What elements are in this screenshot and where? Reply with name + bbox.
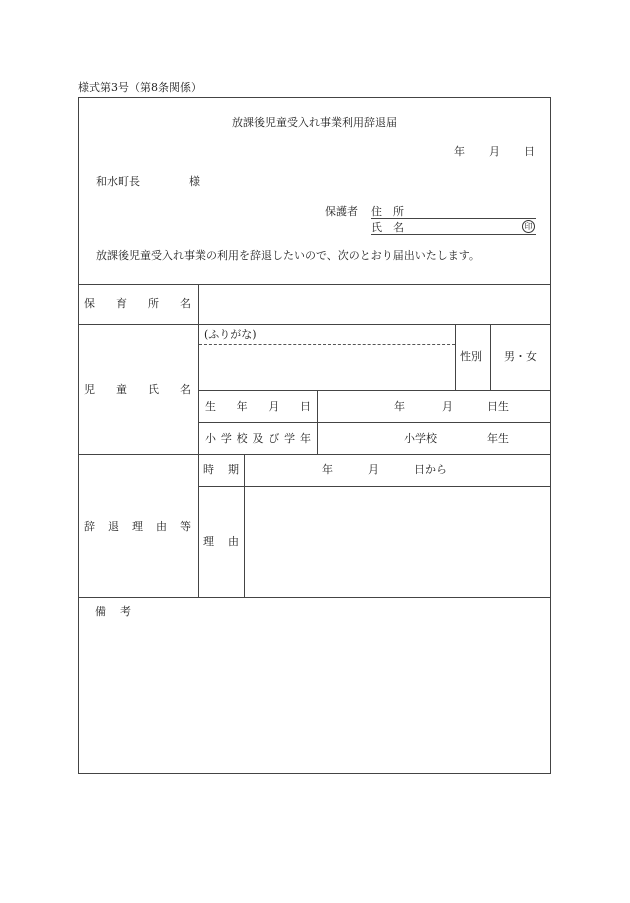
school-label-c4: 及 xyxy=(252,432,264,445)
withdrawal-label-c2: 退 xyxy=(108,520,119,533)
birth-day-unit[interactable]: 日生 xyxy=(487,400,509,413)
period-day-unit[interactable]: 日から xyxy=(414,463,447,476)
withdrawal-label-c3: 理 xyxy=(132,520,143,533)
remarks-field[interactable] xyxy=(80,625,549,771)
guardian-address-line[interactable] xyxy=(371,218,536,219)
nursery-label-c1: 保 xyxy=(84,297,95,310)
rule-birth-top xyxy=(199,390,551,391)
birth-month-unit[interactable]: 月 xyxy=(442,400,453,413)
birth-label-c2: 年 xyxy=(236,400,248,413)
rule-label-column xyxy=(198,284,199,597)
period-label xyxy=(203,464,239,475)
addressee-honorific: 様 xyxy=(189,175,200,188)
birth-label-c4: 日 xyxy=(299,400,311,413)
child-label-c3: 氏 xyxy=(148,383,159,396)
birth-label-c3: 月 xyxy=(268,400,280,413)
seal-mark: 印 xyxy=(522,220,535,233)
guardian-address-label: 住 所 xyxy=(371,205,404,218)
guardian-label: 保護者 xyxy=(325,205,358,218)
school-grade-label xyxy=(205,433,311,444)
birth-year-unit[interactable]: 年 xyxy=(394,400,405,413)
withdrawal-label-c5: 等 xyxy=(180,520,191,533)
period-label-c1: 時 xyxy=(203,463,214,476)
nursery-field[interactable] xyxy=(200,286,550,322)
school-label-c6: 学 xyxy=(284,432,296,445)
nursery-label-c4: 名 xyxy=(180,297,191,310)
nursery-label xyxy=(84,298,191,309)
rule-gender-left xyxy=(455,324,456,390)
nursery-label-c2: 育 xyxy=(116,297,127,310)
furigana-dashed-line xyxy=(199,344,455,345)
reason-label-c1: 理 xyxy=(203,535,214,548)
school-label-c5: び xyxy=(268,432,280,445)
gender-options[interactable]: 男・女 xyxy=(504,350,537,363)
child-name-field[interactable] xyxy=(200,346,453,388)
rule-remarks-top xyxy=(78,597,551,598)
remarks-label xyxy=(95,606,131,617)
withdrawal-label-c4: 由 xyxy=(156,520,167,533)
rule-nursery-top xyxy=(78,284,551,285)
date-month[interactable]: 月 xyxy=(489,145,500,158)
remarks-label-c1: 備 xyxy=(95,605,106,618)
birth-label-c1: 生 xyxy=(205,400,216,413)
date-day[interactable]: 日 xyxy=(524,145,535,158)
school-label-c7: 年 xyxy=(299,432,311,445)
remarks-label-c2: 考 xyxy=(120,605,131,618)
reason-label xyxy=(203,536,239,547)
rule-withdrawal-top xyxy=(78,454,551,455)
rule-withdrawal-divider xyxy=(244,454,245,597)
guardian-name-label: 氏 名 xyxy=(371,221,404,234)
child-name-label xyxy=(84,384,191,395)
withdrawal-label-c1: 辞 xyxy=(84,520,95,533)
rule-school-top xyxy=(199,422,551,423)
rule-birth-school-divider xyxy=(317,390,318,454)
rule-gender-right xyxy=(490,324,491,390)
gender-label: 性別 xyxy=(460,350,482,363)
statement-text: 放課後児童受入れ事業の利用を辞退したいので、次のとおり届出いたします。 xyxy=(96,249,480,262)
school-label-c1: 小 xyxy=(205,432,216,445)
school-name-unit[interactable]: 小学校 xyxy=(404,432,437,445)
addressee-name: 和水町長 xyxy=(96,175,140,188)
period-year-unit[interactable]: 年 xyxy=(322,463,333,476)
form-title: 放課後児童受入れ事業利用辞退届 xyxy=(232,116,397,129)
grade-unit[interactable]: 年生 xyxy=(487,432,509,445)
child-label-c4: 名 xyxy=(180,383,191,396)
guardian-name-line[interactable] xyxy=(371,234,536,235)
nursery-label-c3: 所 xyxy=(148,297,159,310)
period-month-unit[interactable]: 月 xyxy=(368,463,379,476)
rule-reason-top xyxy=(199,486,551,487)
rule-child-top xyxy=(78,324,551,325)
furigana-label: (ふりがな) xyxy=(204,328,257,341)
date-year[interactable]: 年 xyxy=(454,145,465,158)
withdrawal-reason-label xyxy=(84,521,191,532)
school-label-c2: 学 xyxy=(220,432,232,445)
reason-field[interactable] xyxy=(246,488,550,595)
school-label-c3: 校 xyxy=(236,432,248,445)
period-label-c2: 期 xyxy=(228,463,239,476)
child-label-c1: 児 xyxy=(84,383,95,396)
child-label-c2: 童 xyxy=(116,383,127,396)
form-number: 様式第3号（第8条関係） xyxy=(78,81,202,94)
reason-label-c2: 由 xyxy=(228,535,239,548)
birthdate-label xyxy=(205,401,311,412)
